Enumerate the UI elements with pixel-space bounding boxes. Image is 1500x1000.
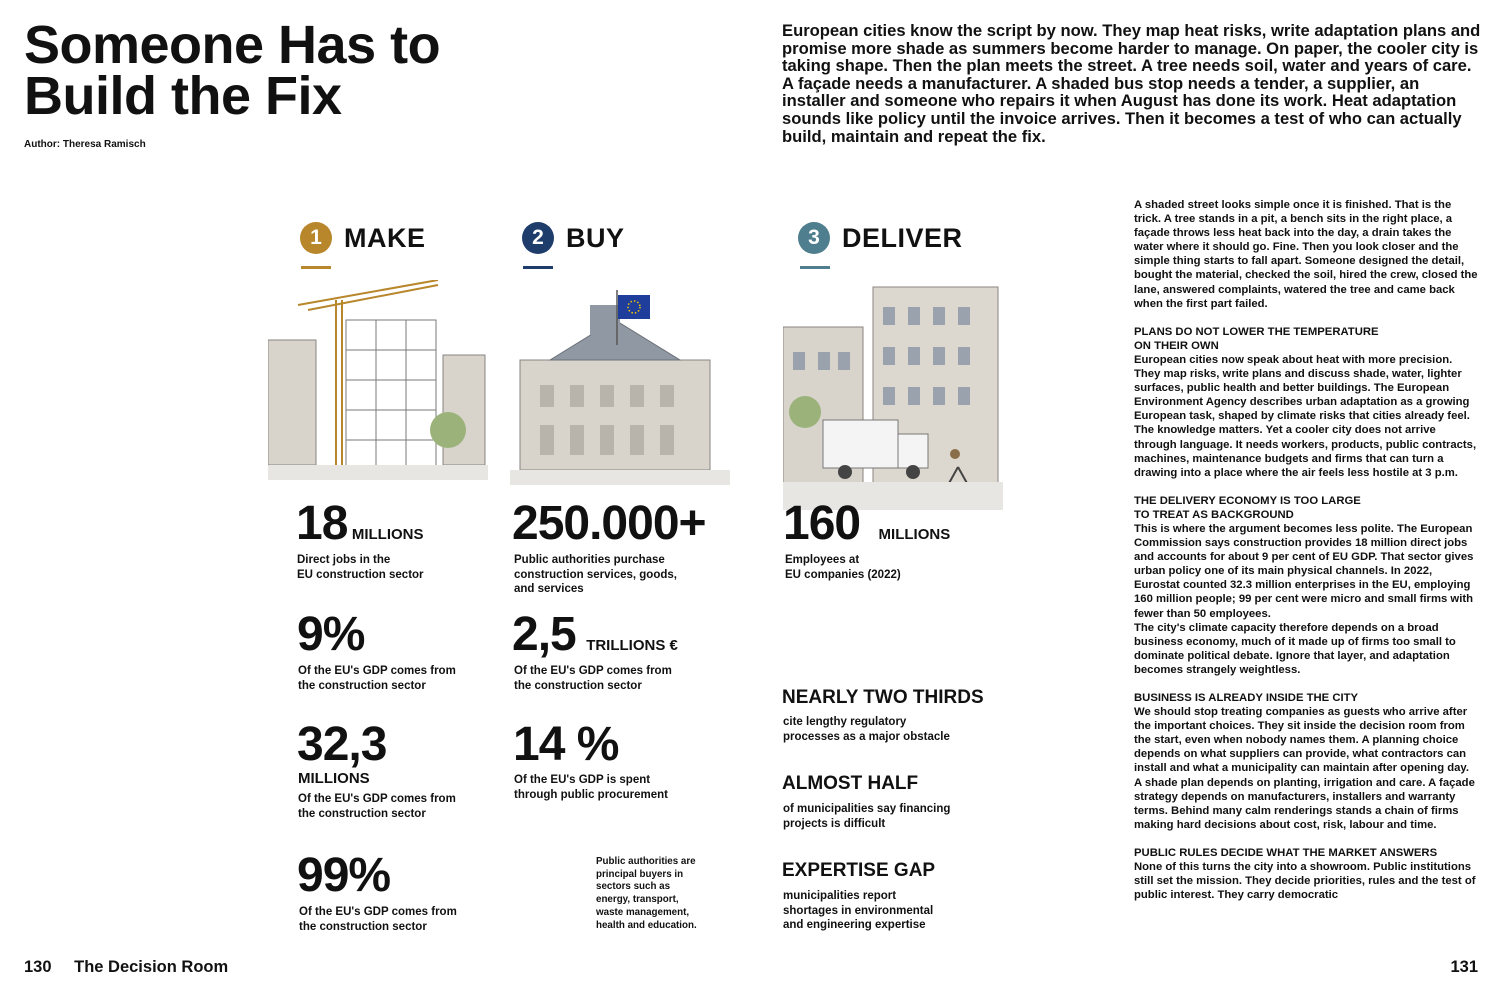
make-header [300, 222, 426, 254]
author-byline: Author: Theresa Ramisch [24, 139, 146, 150]
fact-1-headline: NEARLY TWO THIRDS [782, 687, 984, 708]
make-number-badge: 1 [300, 222, 332, 254]
body-section-3 [1134, 494, 1478, 677]
buy-header [522, 222, 625, 254]
body-paragraph-3b: The city's climate capacity therefore depends on a broad business economy, much of it made up of firms too small to dominate political debate. Ignore that layer, and adaptation becomes strangely weightless. [1134, 621, 1456, 676]
body-section-5 [1134, 846, 1478, 902]
section-heading: THE DELIVERY ECONOMY IS TOO LARGE [1134, 494, 1361, 507]
page-title [24, 15, 441, 126]
body-paragraph-5: None of this turns the city into a showroom. Public institutions still set the mission. They decide priorities, rules and the test of public interest. They carry democratic [1134, 861, 1476, 902]
body-paragraph-4: We should stop treating companies as guests who arrive after the important choices. They sit inside the decision room from the start, even when nobody names them. A planning choice depends on what suppliers can provide, what contractors can install and what a municipality can maintain after opening day. A shade plan depends on planting, irrigation and care. A façade strategy depends on manufacturers, installers and warranty terms. Behind many calm renderings stands a chain of firms making hard decisions about cost, risk, labour and time. [1134, 706, 1475, 831]
buy-stat-3-value: 14 % [513, 718, 619, 771]
buy-stat-2-caption: Of the EU's GDP comes from the construction sector [514, 665, 672, 692]
title-line-1: Someone Has to [24, 15, 441, 75]
section-heading: PUBLIC RULES DECIDE WHAT THE MARKET ANSWERS [1134, 846, 1438, 859]
buy-label: BUY [566, 222, 625, 253]
make-underline [301, 266, 331, 269]
deliver-stat-1 [783, 497, 951, 550]
city-hall-eu-flag-illustration [510, 285, 730, 485]
section-heading: ON THEIR OWN [1134, 339, 1219, 352]
section-heading: BUSINESS IS ALREADY INSIDE THE CITY [1134, 692, 1359, 704]
make-stat-4-value: 99% [297, 849, 391, 902]
deliver-stat-1-unit: MILLIONS [878, 526, 951, 543]
fact-2-headline: ALMOST HALF [782, 773, 919, 794]
buy-stat-2-value: 2,5 [512, 608, 576, 661]
buy-stat-2 [512, 608, 678, 661]
body-paragraph-3a: This is where the argument becomes less polite. The European Commission says construction provides 18 million direct jobs and accounts for about 9 per cent of EU GDP. That sector gives urban policy one of its main physical channels. In 2022, Eurostat counted 32.3 million enterprises in the EU, employing 160 million people; 99 per cent were micro and small firms with fewer than 50 employees. [1134, 522, 1474, 620]
deliver-label: DELIVER [842, 222, 963, 253]
buy-underline [523, 266, 553, 269]
make-stat-3-value: 32,3 [297, 718, 387, 771]
fact-2-text: of municipalities say financing projects is difficult [783, 803, 951, 830]
body-paragraph-1: A shaded street looks simple once it is finished. That is the trick. A tree stands in a pit, a bench sits in the right place, a façade throws less heat back into the day, a drain takes the water where it should go. Fine. Then you look closer and the simple thing starts to fall apart. Someone designed the detail, bought the material, checked the soil, hired the crew, closed the lane, answered complaints, watered the tree and came back when the first part failed. [1134, 199, 1478, 310]
article-body [1134, 198, 1478, 916]
make-stat-1-value: 18 [296, 497, 348, 550]
buy-stat-3-caption: Of the EU's GDP is spent through public procurement [514, 774, 668, 801]
buy-stat-1-value: 250.000+ [512, 497, 706, 550]
section-heading: TO TREAT AS BACKGROUND [1134, 508, 1294, 521]
body-section-4 [1134, 691, 1478, 832]
intro-paragraph: European cities know the script by now. They map heat risks, write adaptation plans and promise more shade as summers become harder to manage. On paper, the cooler city is taking shape. Then the plan meets the street. A tree needs soil, water and years of care. A façade needs a manufacturer. A shaded bus stop needs a tender, a supplier, an installer and someone who repairs it when August has done its work. Heat adaptation sounds like policy until the invoice arrives. Then it becomes a test of who can actually build, maintain and repeat the fix. [782, 21, 1481, 146]
buy-stat-1-caption: Public authorities purchase construction services, goods, and services [514, 554, 677, 595]
fact-3-headline: EXPERTISE GAP [782, 860, 936, 881]
make-stat-2-value: 9% [297, 608, 365, 661]
make-stat-1 [296, 497, 424, 550]
title-line-2: Build the Fix [24, 66, 342, 126]
footer-left [24, 958, 228, 977]
fact-1-text: cite lengthy regulatory processes as a major obstacle [783, 716, 950, 743]
make-stat-2-caption: Of the EU's GDP comes from the construction sector [298, 665, 456, 692]
construction-crane-building-illustration [268, 280, 488, 480]
deliver-stat-1-value: 160 [783, 497, 861, 550]
section-heading: PLANS DO NOT LOWER THE TEMPERATURE [1134, 325, 1379, 338]
section-title: The Decision Room [74, 958, 229, 976]
page-number-right: 131 [1450, 958, 1478, 976]
deliver-stat-1-caption: Employees at EU companies (2022) [785, 554, 901, 581]
make-stat-1-caption: Direct jobs in the EU construction sector [297, 554, 424, 581]
make-label: MAKE [344, 222, 426, 253]
fact-3-text: municipalities report shortages in environmental and engineering expertise [783, 890, 934, 931]
body-section-2 [1134, 325, 1478, 480]
make-stat-3-unit: MILLIONS [298, 770, 370, 787]
buy-stat-2-unit: TRILLIONS € [586, 637, 678, 654]
make-stat-3-caption: Of the EU's GDP comes from the construction sector [298, 793, 456, 820]
body-paragraph-2: European cities now speak about heat with more precision. They map risks, write plans and discuss shade, water, lighter surfaces, public health and better buildings. The European Environment Agency describes urban adaptation as a growing European task, shaped by climate risks that cities already feel. The knowledge matters. Yet a cooler city does not arrive through language. It needs workers, products, public contracts, machines, maintenance budgets and firms that can turn a drawing into a place where the air feels less hostile at 3 p.m. [1134, 353, 1477, 479]
deliver-header [798, 222, 963, 254]
deliver-number-badge: 3 [798, 222, 830, 254]
buy-note: Public authorities are principal buyers in sectors such as energy, transport, waste management, health and education. [596, 856, 697, 931]
make-stat-4-caption: Of the EU's GDP comes from the construction sector [299, 906, 457, 933]
buy-number-badge: 2 [522, 222, 554, 254]
make-stat-1-unit: MILLIONS [351, 526, 424, 543]
page-number-left: 130 [24, 958, 52, 976]
street-delivery-truck-cyclist-illustration [783, 262, 1003, 510]
